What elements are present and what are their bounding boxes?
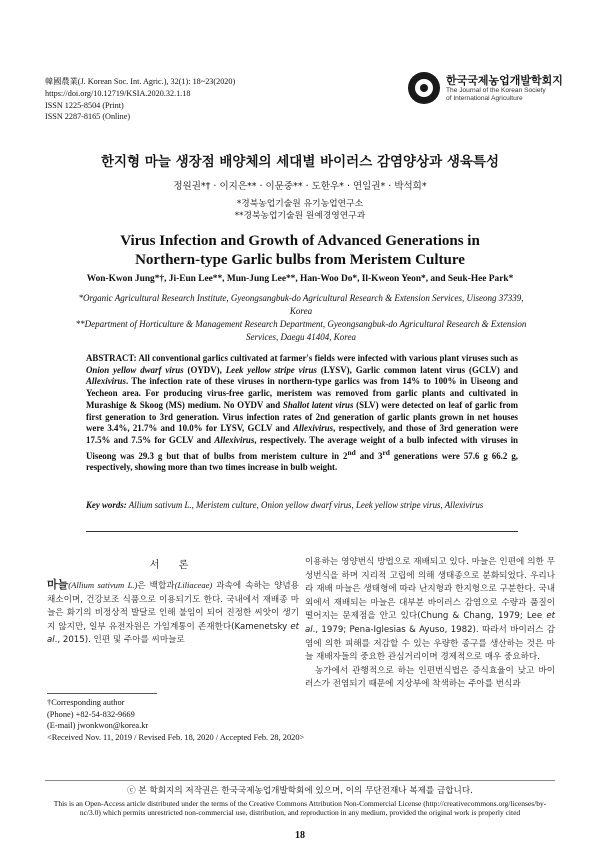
korean-affiliations <box>0 198 600 222</box>
issn-print: ISSN 1225-8504 (Print) <box>45 100 124 110</box>
page-number: 18 <box>295 830 305 841</box>
english-authors: Won-Kwon Jung*†, Ji-Eun Lee**, Mun-Jung Lee**, Han-Woo Do*, Il-Kweon Yeon*, and Seuk-Hee Park* <box>86 274 514 284</box>
society-english-name: The Journal of the Korean Society of International Agriculture <box>446 87 546 102</box>
received-dates: <Received Nov. 11, 2019 / Revised Feb. 18, 2020 / Accepted Feb. 28, 2020> <box>47 732 305 742</box>
license-english: This is an Open-Access article distributed under the terms of the Creative Commons Attribution Non-Commercial License (http://creativecommons.org/licenses/by-nc/3.0) which permits unrestricted non-commercial use, distribution, and reproduction in any medium, provided the original work is properly cited <box>53 799 547 818</box>
korean-affiliation-2: **경북농업기술원 원예경영연구과 <box>234 211 366 221</box>
license-divider <box>45 780 555 781</box>
society-emblem-icon <box>408 72 440 104</box>
intro-right-column: 이용하는 영양번식 방법으로 재배되고 있다. 마늘은 인편에 의한 무성번식을 하며 지리적 고립에 의해 생태종으로 분화되었다. 우리나라 재배 마늘은 생태형에 따라 난지형과 한지형으로 구분한다. 국내외에서 재배되는 마늘은 대부분 바이러스 감염으로 수량과 품질이 떨어지는 문제점을 안고 있다(Chung & Chang, 1979; Lee et al., 1979; Pena-Iglesias & Ayuso, 1982). 따라서 바이러스 감염에 의한 피해를 저감할 수 있는 우량한 종구를 생산하는 것은 마늘 재배자들의 중요한 관심거리이며 경제적으로 매우 중요하다. 농가에서 관행적으로 하는 인편번식법은 증식효율이 낮고 바이러스가 전염되기 때문에 지상부에 착색하는 주아를 번식과 <box>305 557 555 690</box>
society-logo <box>408 70 563 114</box>
doi-link[interactable]: https://doi.org/10.12719/KSIA.2020.32.1.18 <box>45 88 191 98</box>
issn-online: ISSN 2287-8165 (Online) <box>45 112 131 122</box>
footnote-divider <box>47 693 157 694</box>
english-affiliation-1: *Organic Agricultural Research Institute, Gyeongsangbuk-do Agricultural Research & Extension Services, Uiseong 37339, Korea <box>78 293 524 316</box>
corresponding-author-label: †Corresponding author <box>47 698 125 707</box>
section-heading-introduction: 서 론 <box>149 560 197 571</box>
intro-left-column: 마늘(Allium sativum L.)은 백합과(Liliaceae) 과속에 속하는 양념용 채소이며, 건강보조 식품으로 이용되기도 한다. 국내에서 재배종 마늘은 화기의 비정상적 발달로 인해 불임이 되어 진정한 씨앗이 생기지 않지만, 일부 유전자원은 가임계통이 존재한다(Kamenetsky et al., 2015). 인편 및 주아를 씨마늘로 <box>47 578 299 646</box>
abstract: ABSTRACT: All conventional garlics cultivated at farmer's fields were infected with various plant viruses such as Onion yellow dwarf virus (OYDV), Leek yellow stripe virus (LYSV), Garlic common latent virus (GCLV) and Allexivirus. The infection rate of these viruses in northern-type garlics was from 14% to 100% in Uiseong and Yecheon area. For producing virus-free garlic, meristem was removed from garlic plants and cultivated in Murashige & Skoog (MS) medium. No OYDV and Shallot latent virus (SLV) were detected on leaf of garlic from first generation to 3rd generation. Virus infection rates of 2nd generation of garlic plants grown in net houses were 3.4%, 21.7% and 10.0% for LYSV, GCLV and Allexivirus, respectively, and those of 3rd generation were 17.5% and 7.5% for GCLV and Allexivirus, respectively. The average weight of a bulb infected with viruses in Uiseong was 29.3 g but that of bulbs from meristem culture in 2nd and 3rd generations were 57.6 g 66.2 g, respectively, showing more than two times increase in bulb weight. <box>86 353 519 473</box>
english-title: Virus Infection and Growth of Advanced Generations in Northern-type Garlic bulbs from Meristem Culture <box>120 233 480 268</box>
journal-header <box>45 76 235 123</box>
korean-title: 한지형 마늘 생장점 배양체의 세대별 바이러스 감염양상과 생육특성 <box>100 154 500 170</box>
journal-citation: 韓國農業(J. Korean Soc. Int. Agric.), 32(1): 18~23(2020) <box>45 77 236 86</box>
society-korean-name: 한국국제농업개발학회지 <box>446 74 563 87</box>
keywords: Key words: Allium sativum L., Meristem culture, Onion yellow dwarf virus, Leek yellow stripe virus, Allexivirus <box>86 500 484 510</box>
korean-authors: 정원권*† · 이지은** · 이문중** · 도한우* · 연일권* · 박석희* <box>173 181 427 192</box>
correspondence-block <box>47 697 304 743</box>
abstract-divider <box>86 531 518 532</box>
license-block <box>45 784 555 818</box>
korean-affiliation-1: *경북농업기술원 유기농업연구소 <box>236 199 364 209</box>
corresponding-email: (E-mail) jwonkwon@korea.kr <box>47 721 149 731</box>
license-korean: ⓒ 본 학회지의 저작권은 한국국제농업개발학회에 있으며, 이의 무단전재나 복제를 금합니다. <box>127 786 473 796</box>
english-affiliation-2: **Department of Horticulture & Management Research Department, Gyeongsangbuk-do Agricultural Research & Extension Services, Daegu 41404, Korea <box>75 319 527 342</box>
corresponding-phone: (Phone) +82-54-832-9669 <box>47 709 135 719</box>
